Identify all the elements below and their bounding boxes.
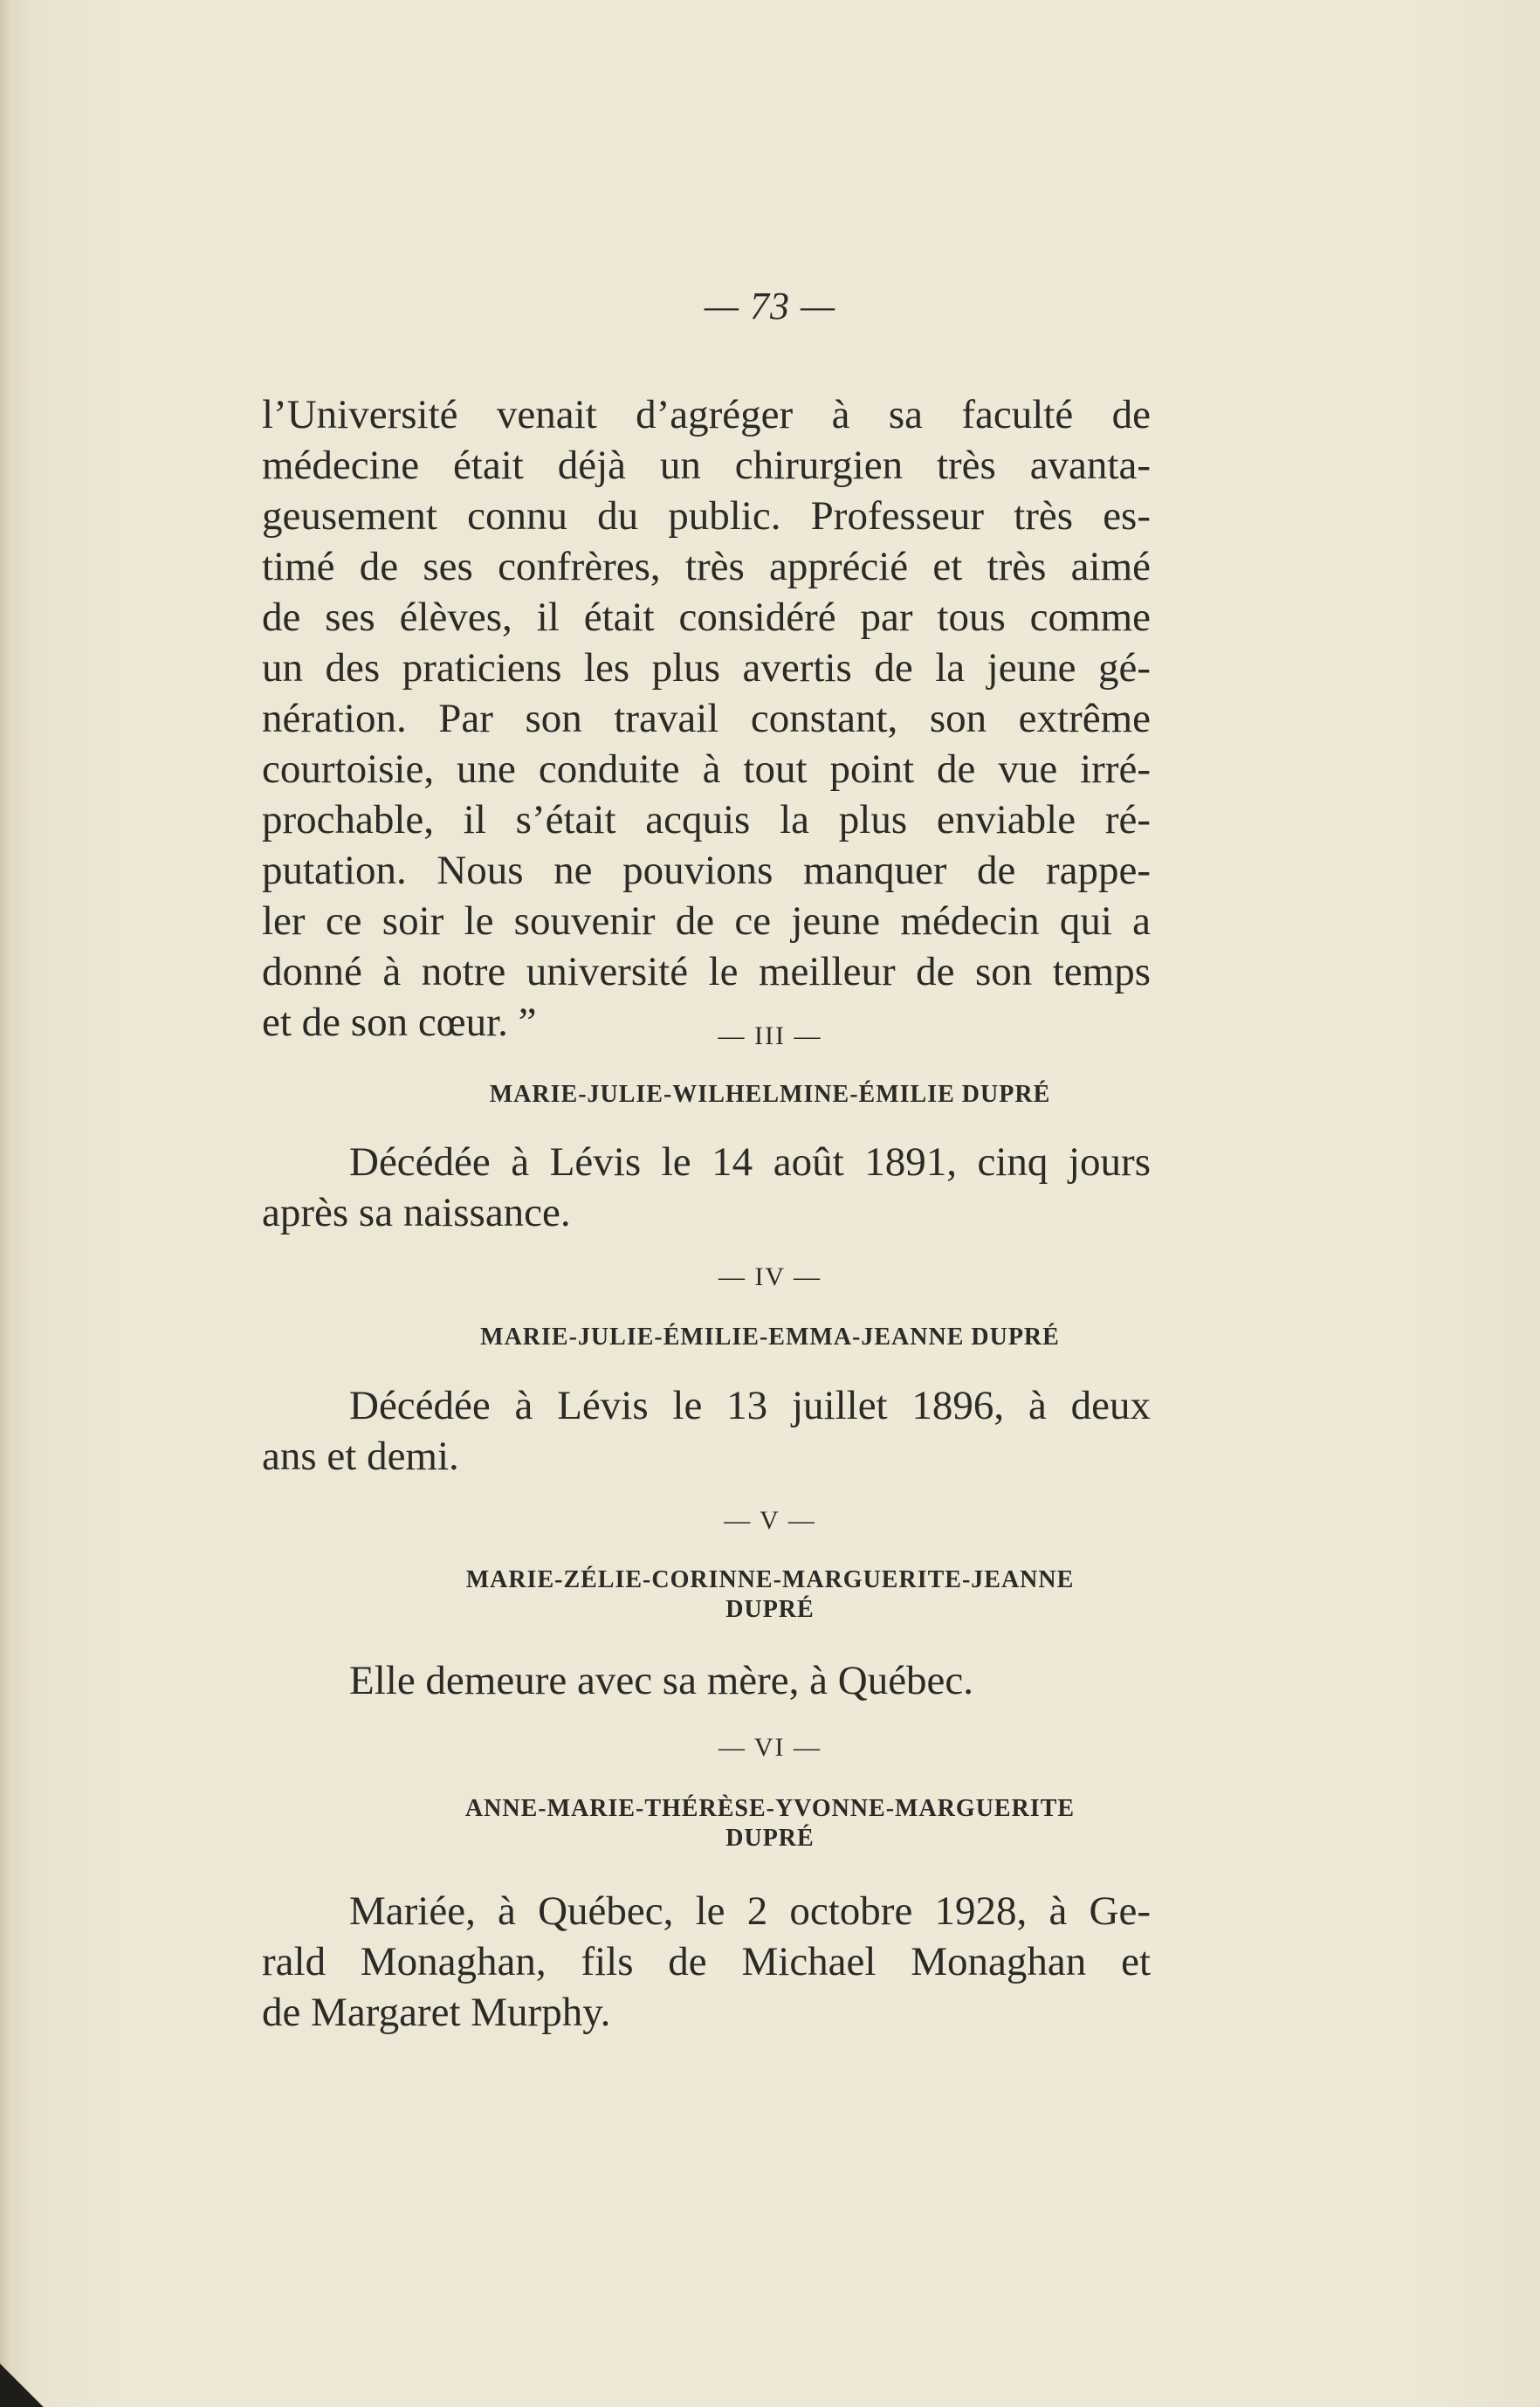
text-line: courtoisie, une conduite à tout point de vue irré- [262, 746, 1151, 792]
text-line: Décédée à Lévis le 14 août 1891, cinq jours [349, 1139, 1151, 1185]
section-title-v [0, 1565, 1540, 1625]
title-line: MARIE-ZÉLIE-CORINNE-MARGUERITE-JEANNE [465, 1566, 1075, 1593]
text-line: et de son cœur. ” [262, 1000, 537, 1045]
text-line: de ses élèves, il était considéré par tous comme [262, 595, 1151, 640]
text-line: l’Université venait d’agréger à sa faculté de [262, 392, 1151, 437]
title-line: DUPRÉ [725, 1596, 815, 1623]
text-line: Décédée à Lévis le 13 juillet 1896, à deux [349, 1383, 1151, 1428]
section-title-iii [0, 1080, 1540, 1110]
section-text-v [262, 1655, 1151, 1706]
text-line: nération. Par son travail constant, son extrême [262, 696, 1151, 741]
scan-corner-shadow [0, 2346, 61, 2407]
title-line: ANNE-MARIE-THÉRÈSE-YVONNE-MARGUERITE [464, 1795, 1076, 1822]
text-line: médecine était déjà un chirurgien très avanta- [262, 443, 1151, 488]
section-text-iii [262, 1137, 1151, 1238]
section-title-vi [0, 1794, 1540, 1853]
binding-edge [0, 0, 12, 2407]
section-number-iv: — IV — [718, 1262, 822, 1291]
text-line: putation. Nous ne pouvions manquer de rappe- [262, 848, 1151, 893]
text-line: de Margaret Murphy. [262, 1990, 611, 2035]
text-line: rald Monaghan, fils de Michael Monaghan et [262, 1939, 1151, 1984]
section-number-iii: — III — [718, 1021, 822, 1050]
intro-paragraph [262, 389, 1151, 1048]
text-line: Elle demeure avec sa mère, à Québec. [349, 1658, 974, 1703]
text-line: ler ce soir le souvenir de ce jeune médecin qui a [262, 898, 1151, 944]
text-line: après sa naissance. [262, 1190, 571, 1235]
section-text-iv [262, 1380, 1151, 1482]
title-line: MARIE-JULIE-WILHELMINE-ÉMILIE DUPRÉ [489, 1081, 1051, 1108]
section-text-vi [262, 1886, 1151, 2038]
section-number-vi: — VI — [718, 1733, 822, 1762]
title-line: MARIE-JULIE-ÉMILIE-EMMA-JEANNE DUPRÉ [480, 1324, 1060, 1351]
text-line: donné à notre université le meilleur de son temps [262, 949, 1151, 994]
text-line: geusement connu du public. Professeur très es- [262, 493, 1151, 539]
text-line: ans et demi. [262, 1434, 459, 1479]
title-line: DUPRÉ [725, 1825, 815, 1852]
page-number: — 73 — [704, 285, 836, 327]
section-number-v: — V — [724, 1506, 816, 1535]
text-line: prochable, il s’était acquis la plus enviable ré- [262, 797, 1151, 842]
text-line: Mariée, à Québec, le 2 octobre 1928, à Ge- [349, 1888, 1151, 1934]
section-title-iv [0, 1323, 1540, 1352]
text-line: un des praticiens les plus avertis de la jeune gé- [262, 645, 1151, 691]
text-line: timé de ses confrères, très apprécié et très aimé [262, 544, 1151, 589]
